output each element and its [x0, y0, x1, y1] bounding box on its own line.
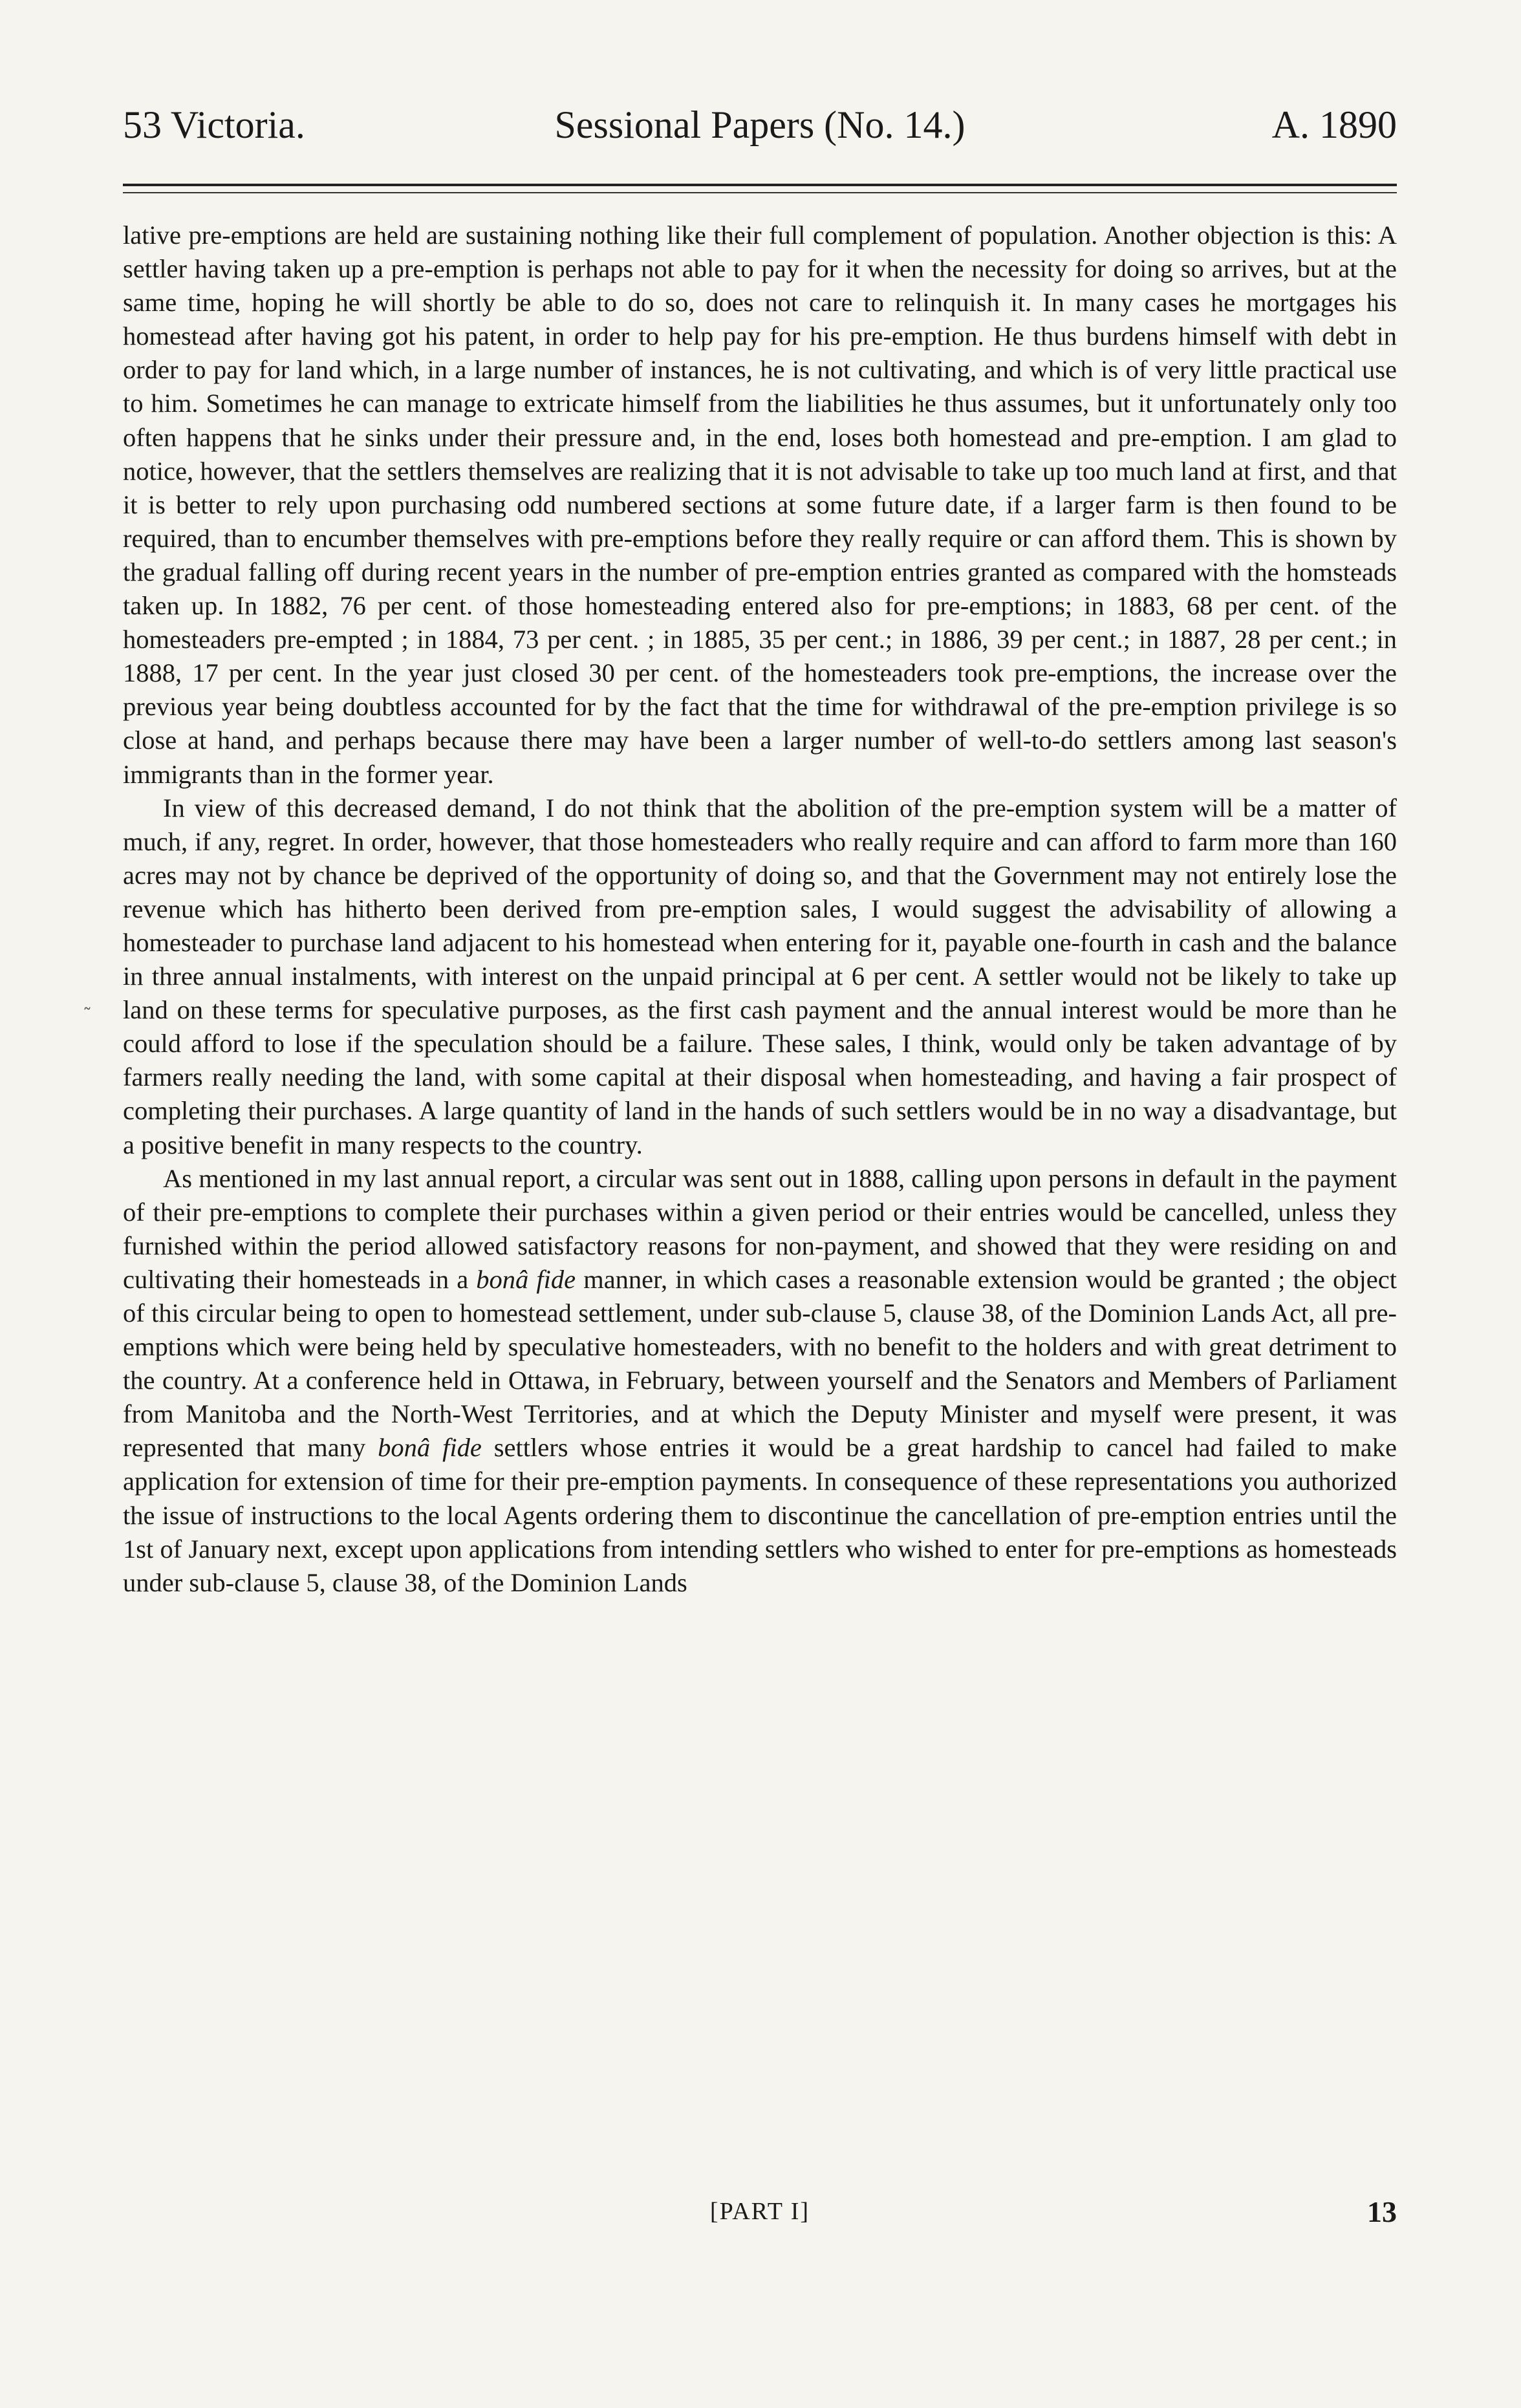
header-rule-thick [123, 184, 1397, 186]
page-number: 13 [1367, 2195, 1397, 2228]
paragraph-3 [123, 1162, 1397, 1600]
italic-bona-fide-2: bonâ fide [378, 1433, 482, 1463]
part-label: [PART I] [709, 2198, 810, 2225]
paragraph-2: In view of this decreased demand, I do not think that the abolition of the pre-emption system will be a matter of much, if any, regret. In order, however, that those homesteaders who really require and can afford to farm more than 160 acres may not by chance be deprived of the opportunity of doing so, and that the Government may not entirely lose the revenue which has hitherto been derived from pre-emption sales, I would suggest the advisability of allowing a homesteader to purchase land adjacent to his homestead when entering for it, payable one-fourth in cash and the balance in three annual instalments, with interest on the unpaid principal at 6 per cent. A settler would not be likely to take up land on these terms for speculative purposes, as the first cash payment and the annual interest would be more than he could afford to lose if the speculation should be a failure. These sales, I think, would only be taken advantage of by farmers really needing the land, with some capital at their disposal when homesteading, and having a fair prospect of completing their purchases. A large quantity of land in the hands of such settlers would be in no way a disadvantage, but a positive benefit in many respects to the country. [123, 793, 1397, 1159]
header-rule-thin [123, 192, 1397, 193]
year-label: A. 1890 [1271, 103, 1397, 146]
page-footer [123, 2197, 1397, 2242]
italic-bona-fide-1: bonâ fide [476, 1264, 576, 1294]
running-head [123, 96, 1397, 154]
paragraph-3-text-b: manner, in which cases a reasonable extension would be granted ; the object of this circular being to open to homestead settlement, under sub-clause 5, clause 38, of the Dominion Lands Act, all pre-emptions which were being held by speculative homesteaders, with no benefit to the holders and with great detriment to the country. At a conference held in Ottawa, in February, between yourself and the Senators and Members of Parliament from Manitoba and the North-West Territories, and at which the Deputy Minister and myself were present, it was represented that many [123, 1264, 1397, 1463]
session-label: 53 Victoria. [123, 103, 305, 146]
paragraph-3-text-a: As mentioned in my last annual report, a circular was sent out in 1888, calling upon persons in default in the payment of their pre-emptions to complete their purchases within a given period or their entries would be cancelled, unless they furnished within the period allowed satisfactory reasons for non-payment, and showed that they were residing on and cultivating their homesteads in a [123, 1163, 1397, 1294]
paragraph-1: lative pre-emptions are held are sustaining nothing like their full complement of population. Another objection is this: A settler having taken up a pre-emption is perhaps not able to pay for it when the necessity for doing so arrives, but at the same time, hoping he will shortly be able to do so, does not care to relinquish it. In many cases he mortgages his homestead after having got his patent, in order to help pay for his pre-emption. He thus burdens himself with debt in order to pay for land which, in a large number of instances, he is not cultivating, and which is of very little practical use to him. Sometimes he can manage to extricate himself from the liabilities he thus assumes, but it unfortunately only too often happens that he sinks under their pressure and, in the end, loses both homestead and pre-emption. I am glad to notice, however, that the settlers themselves are realizing that it is not advisable to take up too much land at first, and that it is better to rely upon purchasing odd numbered sections at some future date, if a larger farm is then found to be required, than to encumber themselves with pre-emptions before they really require or can afford them. This is shown by the gradual falling off during recent years in the number of pre-emption entries granted as compared with the homsteads taken up. In 1882, 76 per cent. of those homesteading entered also for pre-emptions; in 1883, 68 per cent. of the homesteaders pre-empted ; in 1884, 73 per cent. ; in 1885, 35 per cent.; in 1886, 39 per cent.; in 1887, 28 per cent.; in 1888, 17 per cent. In the year just closed 30 per cent. of the homesteaders took pre-emptions, the increase over the previous year being doubtless accounted for by the fact that the time for withdrawal of the pre-emption privilege is so close at hand, and perhaps because there may have been a larger number of well-to-do settlers among last season's immigrants than in the former year. [123, 220, 1397, 789]
paragraph-3-text-c: settlers whose entries it would be a great hardship to cancel had failed to make application for extension of time for their pre-emption payments. In consequence of these representations you authorized the issue of instructions to the local Agents ordering them to discontinue the cancellation of pre-emption entries until the 1st of January next, except upon applications from intending settlers who wished to enter for pre-emptions as homesteads under sub-clause 5, clause 38, of the Dominion Lands [123, 1433, 1397, 1597]
body-text [123, 219, 1397, 1600]
margin-mark: ˷ [83, 989, 92, 1011]
publication-title: Sessional Papers (No. 14.) [554, 103, 965, 146]
